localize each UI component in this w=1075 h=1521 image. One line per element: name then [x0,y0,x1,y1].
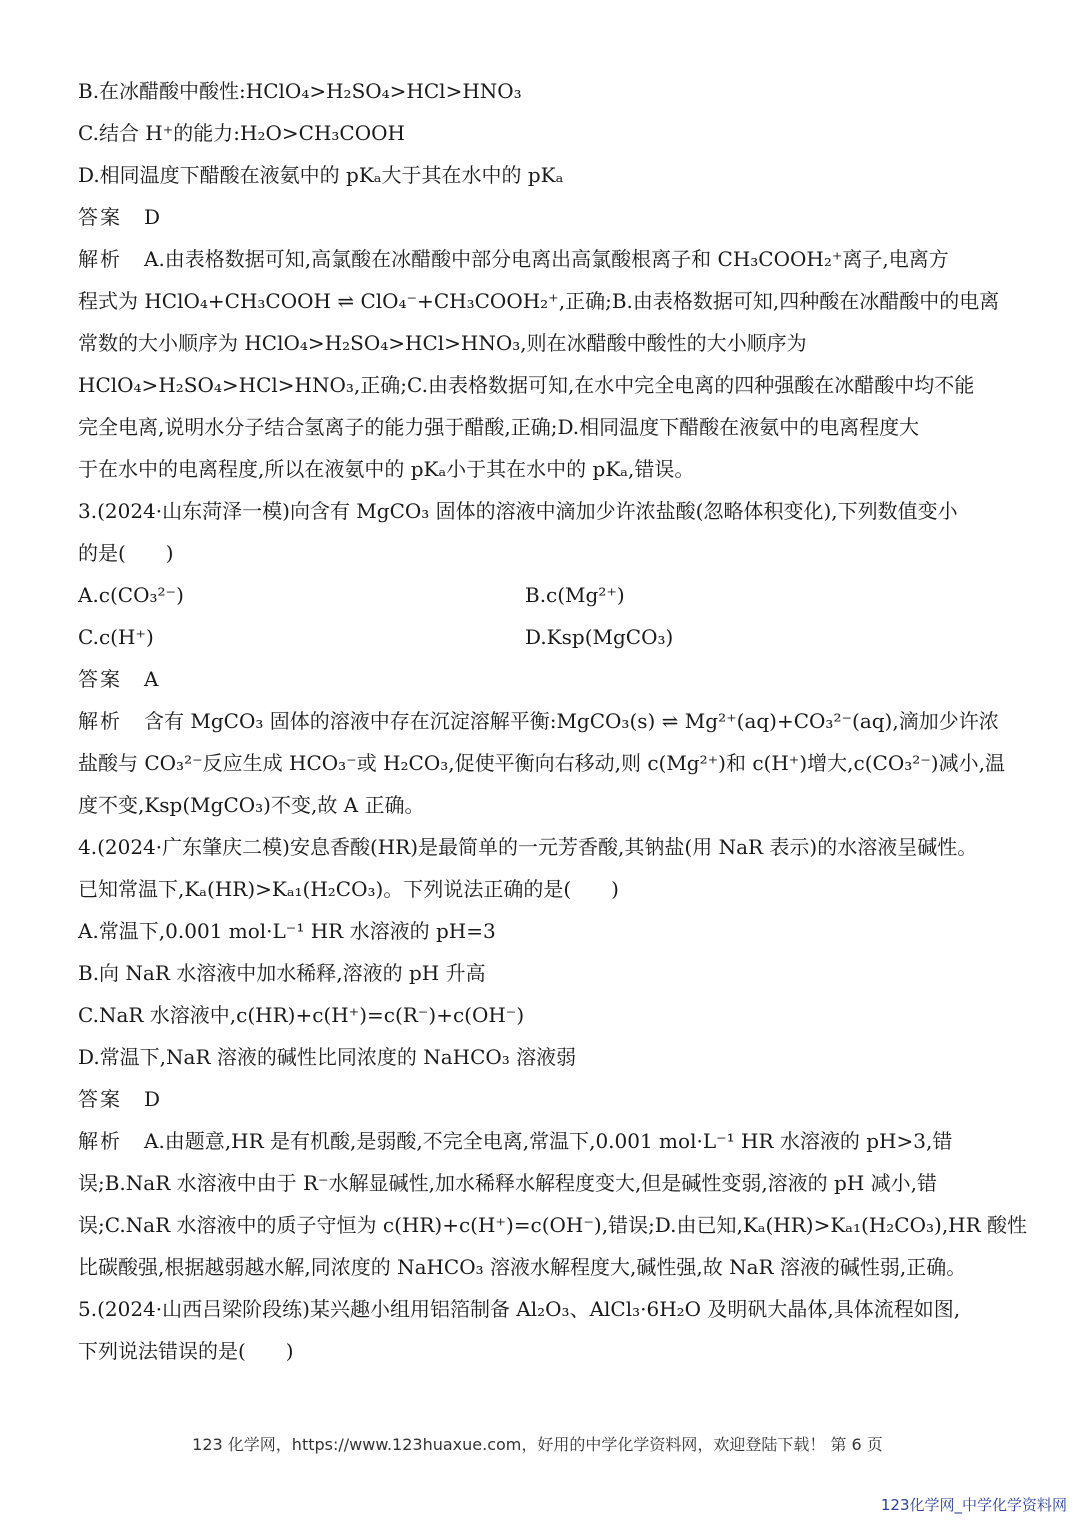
explanation-4-line-2 [78,1162,1008,1204]
explanation-text: 程式为 HClO₄+CH₃COOH ⇌ ClO₄⁻+CH₃COOH₂⁺,正确;B.由表格数据可知,四种酸在冰醋酸中的电离 [78,289,1000,313]
explanation-2-line-1 [78,238,1008,280]
option-b: B.c(Mg²⁺) [525,583,625,607]
explanation-4-line-1 [78,1120,1008,1162]
option-a: A.c(CO₃²⁻) [78,583,184,607]
explanation-text: HClO₄>H₂SO₄>HCl>HNO₃,正确;C.由表格数据可知,在水中完全电离的四种强酸在冰醋酸中均不能 [78,373,975,397]
question-4-line-2 [78,868,1008,910]
site-watermark: 123化学网_中学化学资料网 [880,1496,1067,1514]
option-d-text: D.相同温度下醋酸在液氨中的 pKₐ大于其在水中的 pKₐ [78,163,564,187]
option-c [78,112,1008,154]
question-text: 的是( ) [78,541,174,565]
explanation-text: 比碳酸强,根据越弱越水解,同浓度的 NaHCO₃ 溶液水解程度大,碱性强,故 NaR 溶液的碱性弱,正确。 [78,1255,967,1279]
explanation-2-line-5 [78,406,1008,448]
explanation-text: 于在水中的电离程度,所以在液氨中的 pKₐ小于其在水中的 pKₐ,错误。 [78,457,695,481]
question-3-line-1 [78,490,1008,532]
explanation-label: 解析 [78,1129,122,1153]
explanation-text: 完全电离,说明水分子结合氢离子的能力强于醋酸,正确;D.相同温度下醋酸在液氨中的电离程度大 [78,415,920,439]
answer-4 [78,1078,1008,1120]
option-b-text: B.在冰醋酸中酸性:HClO₄>H₂SO₄>HCl>HNO₃ [78,79,522,103]
question-text: 5.(2024·山西吕梁阶段练)某兴趣小组用铝箔制备 Al₂O₃、AlCl₃·6H₂O 及明矾大晶体,具体流程如图, [78,1297,961,1321]
question-3-options-row-2 [78,616,1008,658]
option-d [78,154,1008,196]
explanation-text: 误;C.NaR 水溶液中的质子守恒为 c(HR)+c(H⁺)=c(OH⁻),错误;D.由已知,Kₐ(HR)>Kₐ₁(H₂CO₃),HR 酸性 [78,1213,1028,1237]
question-3-options-row-1 [78,574,1008,616]
question-text: 3.(2024·山东菏泽一模)向含有 MgCO₃ 固体的溶液中滴加少许浓盐酸(忽略体积变化),下列数值变小 [78,499,958,523]
question-4-option-d [78,1036,1008,1078]
explanation-text: 常数的大小顺序为 HClO₄>H₂SO₄>HCl>HNO₃,则在冰醋酸中酸性的大小顺序为 [78,331,807,355]
document-body [78,70,1028,1372]
explanation-2-line-4 [78,364,1008,406]
explanation-text: 盐酸与 CO₃²⁻反应生成 HCO₃⁻或 H₂CO₃,促使平衡向右移动,则 c(Mg²⁺)和 c(H⁺)增大,c(CO₃²⁻)减小,温 [78,751,1005,775]
explanation-2-line-6 [78,448,1008,490]
explanation-3-line-3 [78,784,1008,826]
question-4-option-a [78,910,1008,952]
answer-label: 答案 [78,205,122,229]
option-c-text: C.结合 H⁺的能力:H₂O>CH₃COOH [78,121,405,145]
answer-2 [78,196,1008,238]
explanation-4-line-3 [78,1204,1028,1246]
explanation-3-line-1 [78,700,1008,742]
option-c: C.NaR 水溶液中,c(HR)+c(H⁺)=c(R⁻)+c(OH⁻) [78,1003,525,1027]
question-5-line-2 [78,1330,1008,1372]
question-text: 下列说法错误的是( ) [78,1339,294,1363]
explanation-label: 解析 [78,709,122,733]
question-3-line-2 [78,532,1008,574]
option-d: D.Ksp(MgCO₃) [525,625,674,649]
explanation-text: 含有 MgCO₃ 固体的溶液中存在沉淀溶解平衡:MgCO₃(s) ⇌ Mg²⁺(aq)+CO₃²⁻(aq),滴加少许浓 [144,709,999,733]
question-text: 4.(2024·广东肇庆二模)安息香酸(HR)是最简单的一元芳香酸,其钠盐(用 NaR 表示)的水溶液呈碱性。 [78,835,978,859]
explanation-4-line-4 [78,1246,1008,1288]
page-footer: 123 化学网，https://www.123huaxue.com，好用的中学化学资料网，欢迎登陆下载！ 第 6 页 [192,1435,883,1454]
question-4-line-1 [78,826,1008,868]
answer-value: D [144,1087,161,1111]
answer-3 [78,658,1008,700]
option-a: A.常温下,0.001 mol·L⁻¹ HR 水溶液的 pH=3 [78,919,496,943]
answer-value: D [144,205,161,229]
explanation-label: 解析 [78,247,122,271]
explanation-2-line-3 [78,322,1008,364]
explanation-3-line-2 [78,742,1008,784]
option-c: C.c(H⁺) [78,625,154,649]
explanation-2-line-2 [78,280,1008,322]
explanation-text: 误;B.NaR 水溶液中由于 R⁻水解显碱性,加水稀释水解程度变大,但是碱性变弱,溶液的 pH 减小,错 [78,1171,937,1195]
explanation-text: A.由表格数据可知,高氯酸在冰醋酸中部分电离出高氯酸根离子和 CH₃COOH₂⁺离子,电离方 [144,247,949,271]
option-b [78,70,1008,112]
answer-label: 答案 [78,1087,122,1111]
option-d: D.常温下,NaR 溶液的碱性比同浓度的 NaHCO₃ 溶液弱 [78,1045,577,1069]
question-4-option-b [78,952,1008,994]
explanation-text: 度不变,Ksp(MgCO₃)不变,故 A 正确。 [78,793,425,817]
question-4-option-c [78,994,1008,1036]
answer-value: A [144,667,159,691]
question-text: 已知常温下,Kₐ(HR)>Kₐ₁(H₂CO₃)。下列说法正确的是( ) [78,877,619,901]
question-5-line-1 [78,1288,1008,1330]
answer-label: 答案 [78,667,122,691]
option-b: B.向 NaR 水溶液中加水稀释,溶液的 pH 升高 [78,961,486,985]
explanation-text: A.由题意,HR 是有机酸,是弱酸,不完全电离,常温下,0.001 mol·L⁻¹ HR 水溶液的 pH>3,错 [144,1129,953,1153]
